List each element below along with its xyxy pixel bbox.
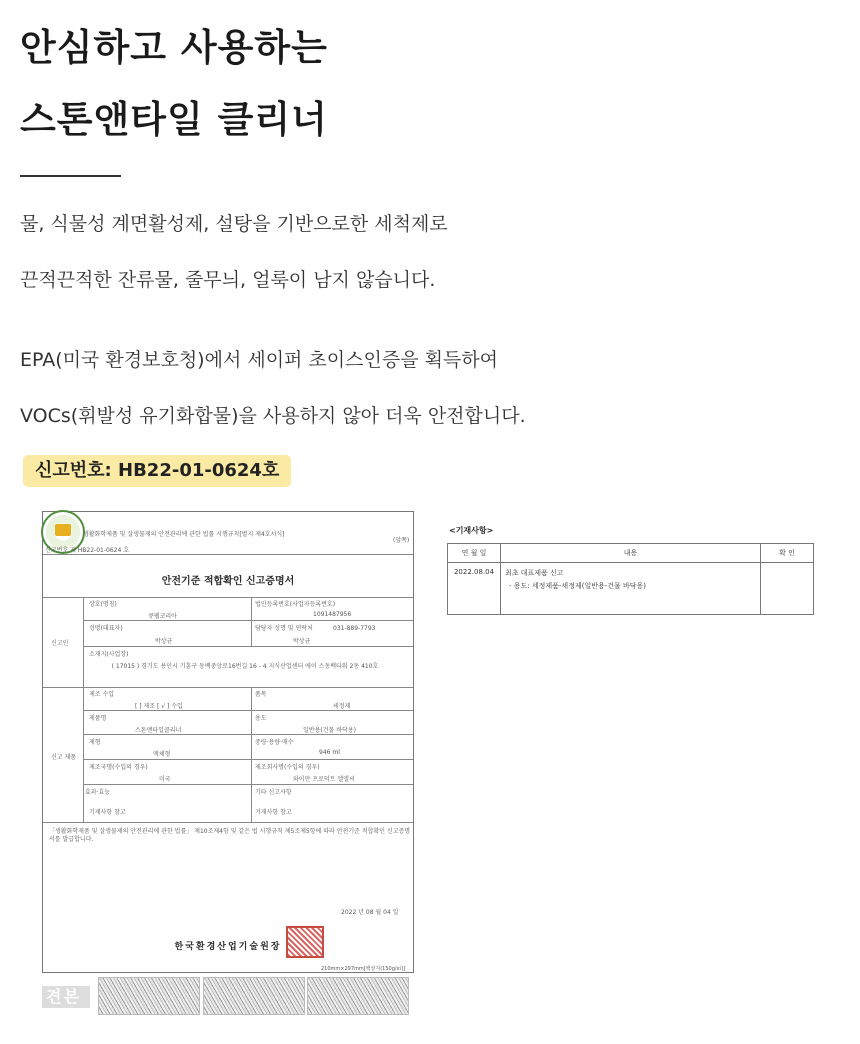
record-title: <기재사항> xyxy=(449,526,494,535)
field-label: 담당자 성명 및 연락처 xyxy=(255,625,313,632)
field-label: 제형 xyxy=(89,739,101,746)
description-line: EPA(미국 환경보호청)에서 세이퍼 초이스인증을 획득하여 xyxy=(20,349,499,371)
field-label: 품목 xyxy=(255,691,267,698)
field-label: 기타 신고사항 xyxy=(255,789,292,796)
paper-size-note: 210mm×297mm[백상지(150g/㎡)] xyxy=(321,966,406,972)
record-confirm xyxy=(761,563,814,615)
field-value: 큐웰코리아 xyxy=(148,613,177,620)
record-header-confirm: 확 인 xyxy=(761,544,814,563)
certificate-thumbnail xyxy=(307,977,409,1015)
record-content xyxy=(501,563,761,615)
section-product: 신고 제품 xyxy=(51,754,77,761)
field-value: 기재사항 참고 xyxy=(89,809,126,816)
field-label: 제조국명(수입의 경우) xyxy=(89,764,148,771)
record-header-content: 내용 xyxy=(501,544,761,563)
field-label: 소재지(사업장) xyxy=(89,651,129,658)
certificate-number: 신고번호 제 HB22-01-0624 호 xyxy=(45,547,129,554)
divider xyxy=(251,687,252,822)
field-value: 1091487956 xyxy=(313,611,352,618)
description-paragraph-2 xyxy=(20,332,720,444)
description-line: 물, 식물성 계면활성제, 설탕을 기반으로한 세척제로 xyxy=(20,213,448,235)
field-label: 용도 xyxy=(255,715,267,722)
field-value: 미국 xyxy=(159,776,171,783)
field-value: 와이만 프로덕트 엘엘씨 xyxy=(293,776,355,783)
certificate-document xyxy=(42,511,414,973)
field-value: 기재사항 참고 xyxy=(255,809,292,816)
divider xyxy=(43,597,413,598)
record-content-detail: - 용도: 세정제품-세정제(일반용-건물 바닥용) xyxy=(509,582,647,590)
field-label: 제품명 xyxy=(89,715,107,722)
section-reporter: 신고인 xyxy=(51,640,69,647)
record-date: 2022.08.04 xyxy=(448,563,501,615)
table-row xyxy=(448,563,814,615)
field-label: 법인등록번호(사업자등록번호) xyxy=(255,601,336,608)
page-headline xyxy=(20,12,620,156)
field-value: 스톤앤타일클리너 xyxy=(135,727,182,734)
report-number-badge: 신고번호: HB22-01-0624호 xyxy=(23,455,291,487)
divider xyxy=(43,822,413,823)
official-stamp-icon xyxy=(286,926,324,958)
field-label: 중량·용량·매수 xyxy=(255,739,294,746)
sample-watermark-label xyxy=(42,986,90,1008)
divider xyxy=(43,554,413,555)
record-header-row xyxy=(448,544,814,563)
divider xyxy=(83,784,413,785)
certificate-title: 안전기준 적합확인 신고증명서 xyxy=(161,576,295,587)
field-value: 박상균 xyxy=(293,638,311,645)
divider xyxy=(43,687,413,688)
record-table xyxy=(447,543,814,615)
field-value: 박상균 xyxy=(155,638,173,645)
divider xyxy=(251,597,252,646)
description-line: VOCs(휘발성 유기화합물)을 사용하지 않아 더욱 안전합니다. xyxy=(20,405,526,427)
headline-line-2: 스톤앤타일 클리너 xyxy=(20,98,328,141)
page-note: (앞쪽) xyxy=(393,537,410,544)
record-content-main: 최초 대표제품 신고 xyxy=(505,569,564,577)
certificate-thumbnail xyxy=(98,977,200,1015)
field-label: 효과·효능 xyxy=(85,789,111,796)
field-value: ( 17015 ) 경기도 용인시 기흥구 동백중앙로16번길 16 - 4 지식산업센터 에이 스동백타워 2동 410호 xyxy=(111,663,379,670)
field-value: 031-889-7793 xyxy=(333,625,376,632)
divider xyxy=(83,620,413,621)
field-value: 액체형 xyxy=(153,751,171,758)
divider xyxy=(83,734,413,735)
title-divider xyxy=(20,175,121,177)
sample-watermark-text: 견본 xyxy=(46,987,81,1006)
certificate-statement: 「생활화학제품 및 살생물제의 안전관리에 관한 법률」 제10조제4항 및 같은 법 시행규칙 제5조제5항에 따라 안전기준 적합확인 신고증명서를 발급합니다. xyxy=(49,828,411,843)
field-label: 성명(대표자) xyxy=(89,625,123,632)
field-value: 세정제 xyxy=(333,703,351,710)
divider xyxy=(83,646,413,647)
field-label: 상호(명칭) xyxy=(89,601,117,608)
field-value: [ ] 제조 [ √ ] 수입 xyxy=(135,703,183,710)
divider xyxy=(83,759,413,760)
certificate-date: 2022 년 08 월 04 일 xyxy=(341,909,399,916)
description-line: 끈적끈적한 잔류물, 줄무늬, 얼룩이 남지 않습니다. xyxy=(20,269,436,291)
certificate-issuer: 한국환경산업기술원장 xyxy=(174,942,282,952)
headline-line-1: 안심하고 사용하는 xyxy=(20,26,328,69)
divider xyxy=(83,710,413,711)
certificate-thumbnail xyxy=(203,977,305,1015)
field-value: 일반용(건물 바닥용) xyxy=(303,727,356,734)
divider xyxy=(83,597,84,822)
field-value: 946 ml xyxy=(319,749,340,756)
field-label: 제조 수입 xyxy=(89,691,115,698)
legal-header: 생활화학제품 및 살생물제의 안전관리에 관한 법률 시행규칙[별지 제4호서식] xyxy=(83,531,285,538)
description-paragraph-1 xyxy=(20,196,720,308)
record-header-date: 연 월 일 xyxy=(448,544,501,563)
field-label: 제조회사명(수입의 경우) xyxy=(255,764,320,771)
